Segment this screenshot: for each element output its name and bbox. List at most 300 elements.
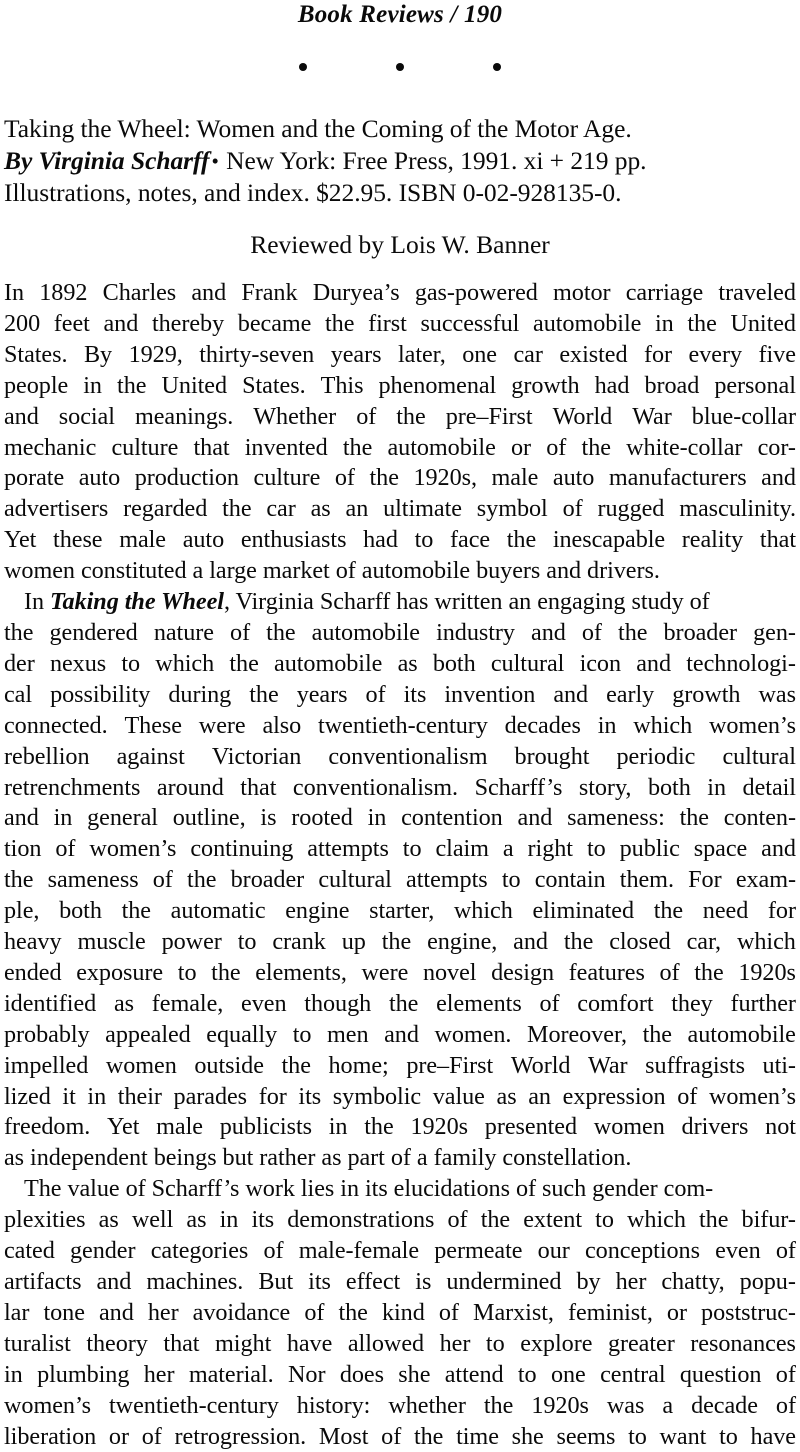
word: of: [141, 1422, 162, 1450]
word: drivers: [681, 1113, 749, 1141]
word: sameness:: [567, 804, 665, 832]
word: the: [117, 371, 147, 399]
word: not: [765, 1113, 796, 1141]
word: of: [659, 958, 680, 986]
word: culture: [253, 464, 321, 492]
word: these: [53, 526, 103, 554]
word: its: [308, 1268, 331, 1295]
word: to: [292, 1020, 312, 1048]
text-line: The value of Scharff’s work lies in its elucidations of such gender com-: [24, 1175, 714, 1203]
word: both: [647, 773, 691, 801]
text-line: women constituted a large market of automobile buyers and drivers.: [4, 557, 660, 585]
review-header: [4, 113, 796, 209]
word: cultural: [318, 866, 392, 894]
word: invented: [244, 433, 328, 461]
word: to: [595, 1206, 614, 1234]
word: regarded: [123, 495, 208, 523]
word: conventionalism: [328, 742, 488, 770]
word: in: [219, 1206, 239, 1234]
word: early: [606, 680, 655, 708]
word: and: [517, 804, 553, 832]
word: kind: [381, 1298, 425, 1326]
word: to: [719, 1422, 738, 1450]
word: need: [702, 897, 749, 925]
word: cal: [4, 680, 33, 708]
word: of: [447, 1206, 468, 1234]
word: States.: [242, 371, 306, 399]
word: and: [761, 464, 796, 492]
word: traveled: [718, 279, 796, 306]
word: of: [438, 1298, 459, 1326]
word: design: [491, 958, 554, 986]
word: to: [177, 958, 197, 986]
word: engine,: [427, 928, 498, 956]
word: successful: [420, 309, 520, 337]
text-line: [4, 989, 796, 1020]
word: carriage: [625, 279, 704, 306]
word: twentieth-century: [109, 1391, 279, 1419]
word: of: [381, 1422, 402, 1450]
word: heavy: [4, 928, 62, 956]
word: as: [186, 1206, 207, 1234]
word: the: [381, 928, 412, 956]
word: tion: [4, 835, 42, 863]
word: its: [403, 680, 427, 708]
word: Frank: [241, 279, 298, 306]
word: an: [345, 495, 369, 523]
word: women’s: [708, 711, 796, 739]
word: a: [502, 835, 514, 863]
word: was: [606, 1391, 645, 1419]
word: feminist,: [567, 1298, 653, 1326]
word: even: [715, 1237, 761, 1265]
word: women: [105, 1051, 177, 1079]
word: symbol: [476, 495, 548, 523]
word: presented: [484, 1113, 578, 1141]
word: in: [328, 1113, 348, 1141]
text-line: [4, 525, 796, 556]
word: the: [369, 464, 399, 492]
word: symbolic: [332, 1082, 422, 1110]
word: muscle: [77, 928, 146, 956]
word: women: [593, 1113, 665, 1141]
word: one: [462, 340, 497, 368]
word: industry: [436, 618, 515, 646]
word: undermined: [446, 1268, 562, 1295]
word: had: [594, 371, 630, 399]
word: conten-: [723, 804, 796, 832]
word: possibility: [50, 680, 151, 708]
word: that: [759, 526, 796, 554]
word: decades: [504, 711, 581, 739]
word: This: [320, 371, 364, 399]
word: in: [83, 371, 102, 399]
word: nature: [153, 618, 214, 646]
word: became: [237, 309, 312, 337]
word: their: [117, 1082, 162, 1110]
word: Charles: [102, 279, 177, 306]
word: parades: [173, 1082, 248, 1110]
word: 1920s: [531, 1391, 589, 1419]
word: 200: [4, 309, 41, 337]
word: both: [59, 897, 102, 925]
word: pre–First: [445, 402, 533, 430]
word: to: [402, 835, 422, 863]
word: crank: [272, 928, 326, 956]
word: phenomenal: [378, 371, 497, 399]
word: automatic: [170, 897, 266, 925]
word: World: [552, 402, 613, 430]
word: Duryea’s: [312, 279, 400, 306]
word: every: [688, 340, 743, 368]
word: that: [193, 433, 230, 461]
review-body: [4, 278, 796, 1452]
word: of: [775, 1237, 796, 1265]
word: freedom.: [4, 1113, 91, 1141]
word: rooted: [291, 804, 353, 832]
word: nexus: [49, 649, 107, 677]
word: to: [485, 1329, 505, 1357]
word: automobile: [533, 309, 642, 337]
word: that: [163, 1329, 200, 1357]
text-line: [4, 463, 796, 494]
word: gendered: [49, 618, 138, 646]
word: of: [775, 1360, 796, 1388]
word: and: [103, 309, 139, 337]
word: and: [761, 835, 796, 863]
word: both: [432, 649, 476, 677]
word: ended: [4, 958, 62, 986]
word: and: [4, 804, 39, 832]
word: periodic: [616, 742, 696, 770]
word: seems: [556, 1422, 616, 1450]
word: our: [537, 1237, 570, 1265]
word: machines.: [146, 1268, 244, 1295]
word: twentieth-century: [318, 711, 488, 739]
text-line: [4, 1205, 796, 1236]
word: resonances: [690, 1329, 796, 1357]
word: as: [98, 1206, 119, 1234]
word: the: [653, 897, 684, 925]
word: cor-: [757, 433, 796, 461]
word: car: [513, 340, 543, 368]
word: of: [263, 1237, 284, 1265]
word: men: [327, 1020, 369, 1048]
word: also: [262, 711, 302, 739]
word: women’s: [4, 1391, 91, 1419]
word: plumbing: [37, 1360, 130, 1388]
word: the: [211, 958, 241, 986]
word: its: [298, 1082, 322, 1110]
word: suffragists: [645, 1051, 745, 1079]
word: claim: [435, 835, 489, 863]
word: of: [562, 495, 583, 523]
word: comfort: [577, 989, 654, 1017]
word: 1892: [39, 279, 88, 306]
word: continuing: [190, 835, 294, 863]
word: home;: [328, 1051, 389, 1079]
word: conventionalism.: [292, 773, 459, 801]
word: outside: [194, 1051, 264, 1079]
text-line: [4, 433, 796, 464]
word: of: [304, 1298, 325, 1326]
word: popu-: [739, 1268, 796, 1295]
word: have: [750, 1422, 796, 1450]
text-line: [4, 834, 796, 865]
word: exposure: [76, 958, 164, 986]
word: retrogression.: [174, 1422, 307, 1450]
word: closed: [609, 928, 671, 956]
text-line: [4, 649, 796, 680]
word: meanings.: [134, 402, 234, 430]
word: masculinity.: [679, 495, 796, 523]
word: she: [398, 1360, 431, 1388]
word: public: [619, 835, 680, 863]
text-line: [4, 309, 796, 340]
word: male: [156, 1113, 203, 1141]
word: motor: [553, 279, 611, 306]
word: liberation: [4, 1422, 97, 1450]
word: retrenchments: [4, 773, 141, 801]
word: rugged: [597, 495, 665, 523]
word: years: [330, 340, 382, 368]
word: Yet: [107, 1113, 140, 1141]
word: space: [693, 835, 748, 863]
word: By: [83, 340, 113, 368]
word: power: [161, 928, 222, 956]
word: War: [588, 1051, 628, 1079]
word: to: [237, 928, 257, 956]
word: technologi-: [686, 649, 796, 677]
word: the: [396, 402, 426, 430]
word: to: [517, 1360, 537, 1388]
word: in: [53, 804, 73, 832]
word: her: [615, 1268, 647, 1295]
word: central: [600, 1360, 666, 1388]
word: it: [62, 1082, 76, 1110]
word: women’s: [89, 835, 177, 863]
text-line: as independent beings but rather as part of a family constellation.: [4, 1144, 632, 1172]
word: identified: [4, 989, 97, 1017]
word: automobile: [687, 1020, 796, 1048]
section-ornament: [0, 63, 800, 71]
bullet-icon: [299, 63, 307, 71]
word: up: [341, 928, 366, 956]
word: years: [296, 680, 348, 708]
word: gender: [69, 1237, 136, 1265]
word: exam-: [735, 866, 796, 894]
word: by: [576, 1268, 601, 1295]
word: allowed: [347, 1329, 425, 1357]
running-head: Book Reviews / 190: [297, 1, 503, 28]
word: that: [240, 773, 277, 801]
word: whether: [388, 1391, 466, 1419]
word: for: [767, 897, 796, 925]
word: were: [361, 958, 409, 986]
word: of: [775, 1391, 796, 1419]
word: the: [483, 1391, 514, 1419]
word: 1929,: [128, 340, 183, 368]
text-line: [4, 958, 796, 989]
word: social: [58, 402, 115, 430]
word: uti-: [762, 1051, 796, 1079]
word: auto: [552, 464, 595, 492]
word: people: [4, 371, 69, 399]
text-line: [4, 1391, 796, 1422]
word: the: [618, 618, 648, 646]
word: of: [539, 989, 560, 1017]
word: or: [511, 433, 532, 461]
word: women.: [434, 1020, 512, 1048]
word: car,: [686, 928, 722, 956]
word: United: [161, 371, 228, 399]
word: manufacturers: [608, 464, 747, 492]
word: have: [286, 1329, 333, 1357]
word: Victorian: [211, 742, 302, 770]
word: auto: [182, 526, 225, 554]
word: is: [415, 1268, 432, 1295]
word: effect: [345, 1268, 401, 1295]
word: 1920s,: [413, 464, 477, 492]
word: the: [342, 433, 373, 461]
word: ple,: [4, 897, 40, 925]
word: attend: [444, 1360, 504, 1388]
word: female,: [151, 989, 224, 1017]
word: States.: [4, 340, 68, 368]
paragraph: [4, 587, 796, 1174]
word: later,: [397, 340, 446, 368]
word: demonstrations: [287, 1206, 435, 1234]
word: of: [581, 618, 602, 646]
word: value: [432, 1082, 485, 1110]
word: was: [758, 680, 796, 708]
word: is: [260, 804, 277, 832]
word: or: [108, 1422, 129, 1450]
word: conceptions: [584, 1237, 700, 1265]
word: the: [249, 680, 279, 708]
word: around: [156, 773, 224, 801]
word: thereby: [151, 309, 225, 337]
word: want: [659, 1422, 707, 1450]
bullet-icon: [396, 63, 404, 71]
word: the: [4, 618, 34, 646]
text-line: [4, 278, 796, 309]
word: the: [281, 1051, 311, 1079]
word: Scharff’s: [474, 773, 563, 801]
word: for: [258, 1082, 287, 1110]
word: sameness: [47, 866, 139, 894]
word: as: [496, 1082, 517, 1110]
text-line: [4, 1082, 796, 1113]
text-line: [4, 773, 796, 804]
word: the: [699, 1206, 729, 1234]
word: she: [511, 1422, 544, 1450]
word: gas-powered: [414, 279, 538, 306]
word: poststruc-: [701, 1298, 796, 1326]
word: icon: [579, 649, 622, 677]
word: pre–First: [406, 1051, 494, 1079]
text-line: [4, 1236, 796, 1267]
word: outline,: [172, 804, 246, 832]
word: to: [586, 835, 606, 863]
word: lized: [4, 1082, 51, 1110]
word: a: [662, 1391, 674, 1419]
text-run: , Virginia Scharff has written an engaging study of: [223, 588, 710, 616]
word: Marxist,: [472, 1298, 554, 1326]
word: auto: [78, 464, 121, 492]
word: Moreover,: [526, 1020, 627, 1048]
paragraph: [4, 1174, 796, 1452]
word: to: [414, 526, 434, 554]
word: and: [553, 680, 589, 708]
word: and: [636, 649, 672, 677]
word: elements: [436, 989, 522, 1017]
word: probably: [4, 1020, 90, 1048]
word: her: [143, 1360, 175, 1388]
word: expression: [562, 1082, 666, 1110]
text-line: [4, 402, 796, 433]
word: as: [113, 989, 135, 1017]
word: engine: [285, 897, 350, 925]
word: features: [568, 958, 645, 986]
word: her: [147, 1298, 179, 1326]
word: reality: [681, 526, 744, 554]
word: of: [230, 618, 251, 646]
word: impelled: [4, 1051, 89, 1079]
word: in: [87, 1082, 107, 1110]
word: its: [251, 1206, 275, 1234]
word: time: [456, 1422, 499, 1450]
word: the: [563, 928, 594, 956]
text-line: [4, 1020, 796, 1051]
word: white-collar: [626, 433, 743, 461]
word: culture: [111, 433, 179, 461]
word: of: [546, 433, 567, 461]
word: material.: [188, 1360, 274, 1388]
word: might: [215, 1329, 272, 1357]
word: gen-: [753, 618, 796, 646]
word: inescapable: [552, 526, 666, 554]
word: well: [131, 1206, 174, 1234]
word: artifacts: [4, 1268, 82, 1295]
word: contain: [534, 866, 606, 894]
book-title-line: Taking the Wheel: Women and the Coming of the Motor Age.: [4, 114, 632, 143]
word: lar: [4, 1298, 30, 1326]
word: and: [96, 1268, 132, 1295]
word: avoidance: [192, 1298, 291, 1326]
word: growth: [511, 371, 580, 399]
text-line: [4, 1112, 796, 1143]
word: of: [334, 464, 355, 492]
word: Yet: [4, 526, 37, 554]
word: In: [4, 279, 25, 306]
word: United: [730, 309, 796, 337]
word: Most: [318, 1422, 369, 1450]
word: to: [121, 649, 141, 677]
word: thirty-seven: [199, 340, 315, 368]
word: of: [677, 1082, 698, 1110]
word: of: [356, 402, 377, 430]
word: equally: [206, 1020, 278, 1048]
word: advertisers: [4, 495, 109, 523]
word: personal: [714, 371, 796, 399]
text-line: [4, 1267, 796, 1298]
word: chatty,: [661, 1268, 725, 1295]
word: the: [364, 1113, 394, 1141]
word: even: [241, 989, 287, 1017]
word: starter,: [369, 897, 435, 925]
word: the: [413, 1422, 444, 1450]
